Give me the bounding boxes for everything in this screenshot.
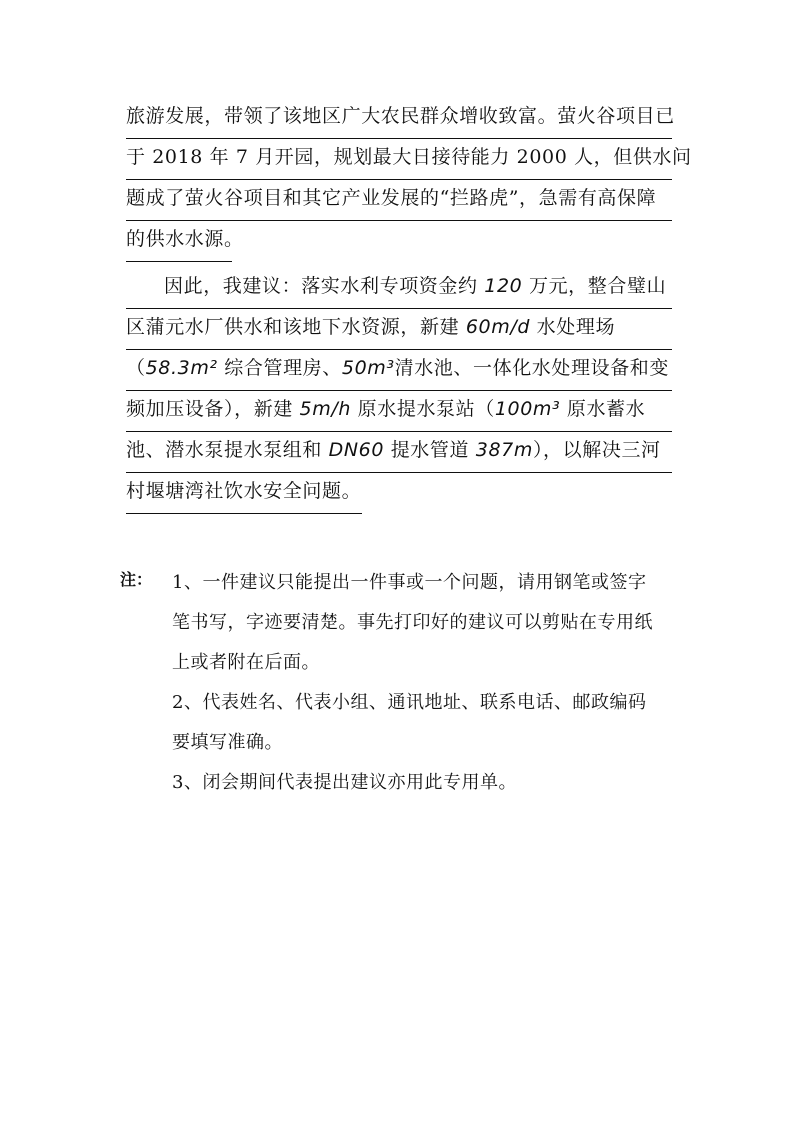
paragraph2-line-1 <box>126 268 672 309</box>
notes-list <box>172 563 682 803</box>
reservoir-volume: 100m³ <box>494 398 561 420</box>
capacity-value: 60m/d <box>465 316 530 338</box>
proposal-body <box>126 98 692 514</box>
funding-amount: 120 <box>484 275 523 297</box>
text: 综合管理房、 <box>217 357 342 379</box>
text: ），以解决三河 <box>532 439 661 461</box>
paragraph1-line-1: 旅游发展，带领了该地区广大农民群众增收致富。萤火谷项目已 <box>126 98 672 139</box>
notes-label: 注： <box>120 570 153 589</box>
note-line-4: 2、代表姓名、代表小组、通讯地址、联系电话、邮政编码 <box>172 692 647 713</box>
area-value: 58.3m² <box>145 357 218 379</box>
text: 清水池、一体化水处理设备和变 <box>394 357 669 379</box>
text: 池、潜水泵提水泵组和 <box>126 439 329 461</box>
text: 水处理场 <box>530 316 616 338</box>
paragraph2-line-4 <box>126 391 672 432</box>
note-line-3: 上或者附在后面。 <box>172 652 320 673</box>
paragraph2-line-2 <box>126 309 672 350</box>
text: 因此，我建议：落实水利专项资金约 <box>164 275 485 297</box>
paragraph2-line-3 <box>126 350 672 391</box>
text: 原水蓄水 <box>560 398 646 420</box>
paragraph1-line-3: 题成了萤火谷项目和其它产业发展的“拦路虎”，急需有高保障 <box>126 180 672 221</box>
pump-rate: 5m/h <box>299 398 351 420</box>
note-line-5: 要填写准确。 <box>172 732 283 753</box>
text: 区蒲元水厂供水和该地下水资源，新建 <box>126 316 466 338</box>
note-line-1: 1、一件建议只能提出一件事或一个问题，请用钢笔或签字 <box>172 572 647 593</box>
paragraph2-line-5 <box>126 432 672 473</box>
text: （ <box>126 357 146 379</box>
paragraph1-line-4: 的供水水源。 <box>126 221 232 262</box>
pipe-length: 387m <box>475 439 533 461</box>
pipe-spec: DN60 <box>328 439 385 461</box>
pool-volume: 50m³ <box>341 357 395 379</box>
paragraph1-line-2: 于 2018 年 7 月开园，规划最大日接待能力 2000 人，但供水问 <box>126 139 672 180</box>
note-line-2: 笔书写，字迹要清楚。事先打印好的建议可以剪贴在专用纸 <box>172 612 653 633</box>
text: 万元，整合璧山 <box>522 275 667 297</box>
text: 提水管道 <box>384 439 476 461</box>
text: 原水提水泵站（ <box>351 398 495 420</box>
note-line-6: 3、闭会期间代表提出建议亦用此专用单。 <box>172 772 517 793</box>
text: 频加压设备），新建 <box>126 398 300 420</box>
paragraph2-line-6: 村堰塘湾社饮水安全问题。 <box>126 473 362 514</box>
